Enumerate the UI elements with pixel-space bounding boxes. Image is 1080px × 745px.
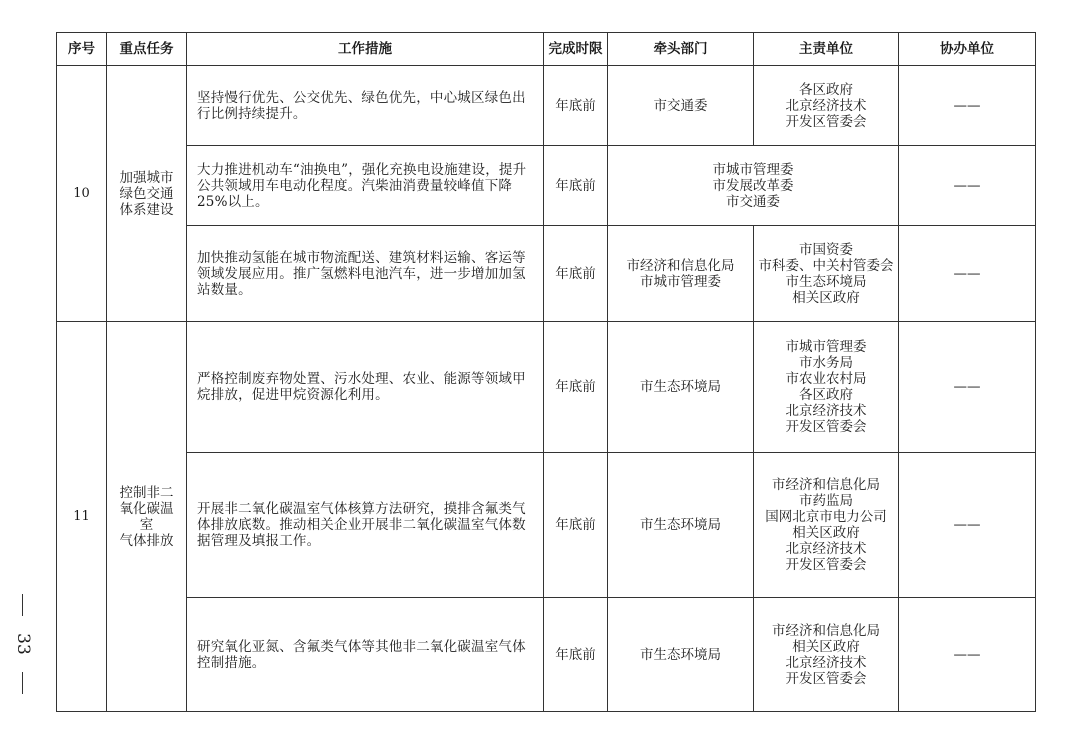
assist-cell: —— [899,598,1036,712]
assist-cell: —— [899,146,1036,226]
header-row [57,33,1036,66]
header-assist: 协办单位 [899,33,1036,66]
assist-cell: —— [899,66,1036,146]
task-cell: 控制非二 氧化碳温室 气体排放 [107,322,187,712]
deadline-cell: 年底前 [544,66,608,146]
header-deadline: 完成时限 [544,33,608,66]
measure-cell: 开展非二氧化碳温室气体核算方法研究，摸排含氟类气体排放底数。推动相关企业开展非二氧化碳温室气体数据管理及填报工作。 [187,453,544,598]
table-row [57,453,1036,598]
measure-cell: 坚持慢行优先、公交优先、绿色优先，中心城区绿色出行比例持续提升。 [187,66,544,146]
owner-cell: 市经济和信息化局 市药监局 国网北京市电力公司 相关区政府 北京经济技术 开发区管委会 [754,453,899,598]
owner-cell: 各区政府 北京经济技术 开发区管委会 [754,66,899,146]
header-owner: 主责单位 [754,33,899,66]
page-number-dash-bottom [22,672,23,694]
lead-owner-merged-cell: 市城市管理委 市发展改革委 市交通委 [608,146,899,226]
lead-cell: 市生态环境局 [608,598,754,712]
table-row [57,322,1036,453]
deadline-cell: 年底前 [544,453,608,598]
assist-cell: —— [899,226,1036,322]
owner-cell: 市国资委 市科委、中关村管委会 市生态环境局 相关区政府 [754,226,899,322]
measure-cell: 加快推动氢能在城市物流配送、建筑材料运输、客运等领域发展应用。推广氢燃料电池汽车，进一步增加加氢站数量。 [187,226,544,322]
owner-cell: 市城市管理委 市水务局 市农业农村局 各区政府 北京经济技术 开发区管委会 [754,322,899,453]
deadline-cell: 年底前 [544,598,608,712]
lead-cell: 市经济和信息化局 市城市管理委 [608,226,754,322]
header-seq: 序号 [57,33,107,66]
owner-cell: 市经济和信息化局 相关区政府 北京经济技术 开发区管委会 [754,598,899,712]
header-measure: 工作措施 [187,33,544,66]
page-number-text: 33 [13,633,33,655]
header-task: 重点任务 [107,33,187,66]
measure-cell: 大力推进机动车“油换电”，强化充换电设施建设，提升公共领域用车电动化程度。汽柴油消费量较峰值下降25%以上。 [187,146,544,226]
task-table [56,32,1036,712]
table-row [57,226,1036,322]
seq-cell: 10 [57,66,107,322]
task-table-container [56,32,1035,712]
task-cell: 加强城市 绿色交通 体系建设 [107,66,187,322]
deadline-cell: 年底前 [544,146,608,226]
table-row [57,66,1036,146]
lead-cell: 市生态环境局 [608,453,754,598]
table-row [57,598,1036,712]
measure-cell: 严格控制废弃物处置、污水处理、农业、能源等领域甲烷排放，促进甲烷资源化利用。 [187,322,544,453]
deadline-cell: 年底前 [544,226,608,322]
deadline-cell: 年底前 [544,322,608,453]
measure-cell: 研究氧化亚氮、含氟类气体等其他非二氧化碳温室气体控制措施。 [187,598,544,712]
table-row [57,146,1036,226]
assist-cell: —— [899,322,1036,453]
page-number [10,594,36,694]
page-number-dash-top [22,594,23,616]
header-lead: 牵头部门 [608,33,754,66]
lead-cell: 市交通委 [608,66,754,146]
lead-cell: 市生态环境局 [608,322,754,453]
seq-cell: 11 [57,322,107,712]
assist-cell: —— [899,453,1036,598]
